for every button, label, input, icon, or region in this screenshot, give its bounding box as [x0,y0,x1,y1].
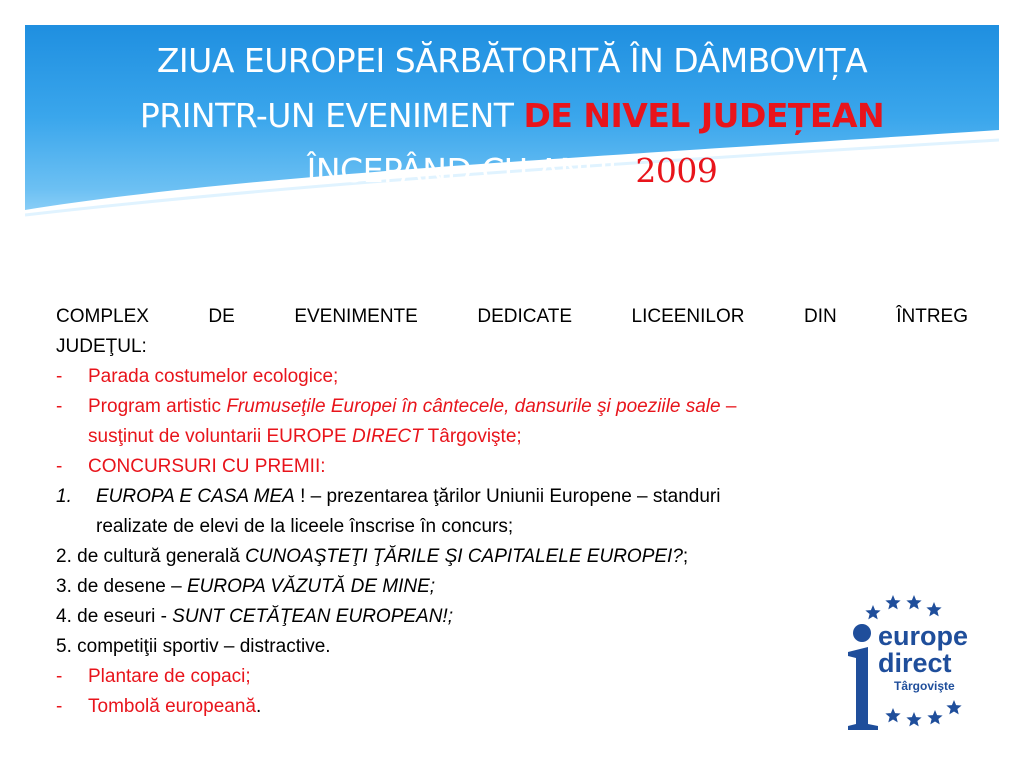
contest-title: CUNOAŞTEŢI ŢĂRILE ŞI CAPITALELE EUROPEI? [245,546,683,567]
star-icon [865,605,880,619]
intro-line-1: COMPLEX DE EVENIMENTE DEDICATE LICEENILOR DIN ÎNTREG [56,306,968,327]
star-icon [946,700,961,714]
title-line-3 [25,143,999,198]
title-line-1: ZIUA EUROPEI SĂRBĂTORITĂ ÎN DÂMBOVIȚA [156,41,868,80]
contest-title: EUROPA VĂZUTĂ DE MINE; [187,576,436,597]
star-icon [885,595,900,609]
contest-text: 3. de desene – [56,576,187,597]
contest-text: ! – prezentarea ţărilor Uniunii Europene – standuri [294,486,721,507]
bullet-dash: - [56,396,63,417]
title-year: 2009 [635,151,718,190]
bullet-text: – [720,396,737,417]
bullet-dash: - [56,456,63,477]
contest-item-3 [56,572,968,602]
slide-title [25,33,999,198]
bullet-text: Târgovişte; [422,426,522,447]
contest-title: SUNT CETĂŢEAN EUROPEAN!; [172,606,453,627]
contest-item-1 [56,482,968,512]
slide-body [56,302,968,722]
logo-word-europe: europe [878,621,969,651]
intro-line-2: JUDEŢUL: [56,336,147,357]
title-line-2-text: PRINTR-UN EVENIMENT [139,96,524,135]
bullet-text: Tombolă europeană [88,696,256,717]
title-line-3-text: ÎNCEPÂND CU ANUL [306,151,636,190]
contest-text: ; [682,546,689,567]
bullet-item-program [56,392,968,422]
contest-title: EUROPA E CASA MEA [96,486,295,507]
info-dot-icon [853,624,871,642]
logo-city: Târgovişte [894,679,955,693]
star-icon [906,712,921,726]
title-line-2 [25,88,999,143]
contest-item-2 [56,542,968,572]
bullet-item-parade [56,362,968,392]
bullet-dash: - [56,696,63,717]
bullet-dash: - [56,366,63,387]
bullet-item-program-cont [56,422,968,452]
bullet-text: susţinut de voluntarii EUROPE [88,426,353,447]
title-highlight: DE NIVEL JUDEȚEAN [523,96,885,135]
star-icon [926,602,941,616]
star-icon [927,710,942,724]
bullet-item-contests [56,452,968,482]
bullet-text: . [255,696,262,717]
bullet-text: Plantare de copaci; [88,666,251,687]
bullet-dash: - [56,666,63,687]
bullet-text: CONCURSURI CU PREMII: [88,456,326,477]
bullet-item-tombola [56,692,968,722]
program-title: Frumuseţile Europei în cântecele, dansurile şi poeziile sale [226,396,721,417]
bullet-text: Parada costumelor ecologice; [88,366,339,387]
title-banner [25,25,999,230]
bullet-item-trees [56,662,968,692]
bullet-text-italic: DIRECT [352,426,423,447]
europe-direct-logo [838,592,998,734]
contest-item-1-cont: realizate de elevi de la liceele înscrise în concurs; [96,516,514,537]
contest-text: 2. de cultură generală [56,546,246,567]
contest-text: 4. de eseuri - [56,606,173,627]
logo-word-direct: direct [878,648,952,678]
info-i-icon [848,647,878,730]
star-icon [906,595,921,609]
star-icon [885,708,900,722]
contest-item-4 [56,602,968,632]
bullet-text: Program artistic [88,396,227,417]
contest-item-5: 5. competiţii sportiv – distractive. [56,636,331,657]
contest-number: 1. [56,486,72,507]
